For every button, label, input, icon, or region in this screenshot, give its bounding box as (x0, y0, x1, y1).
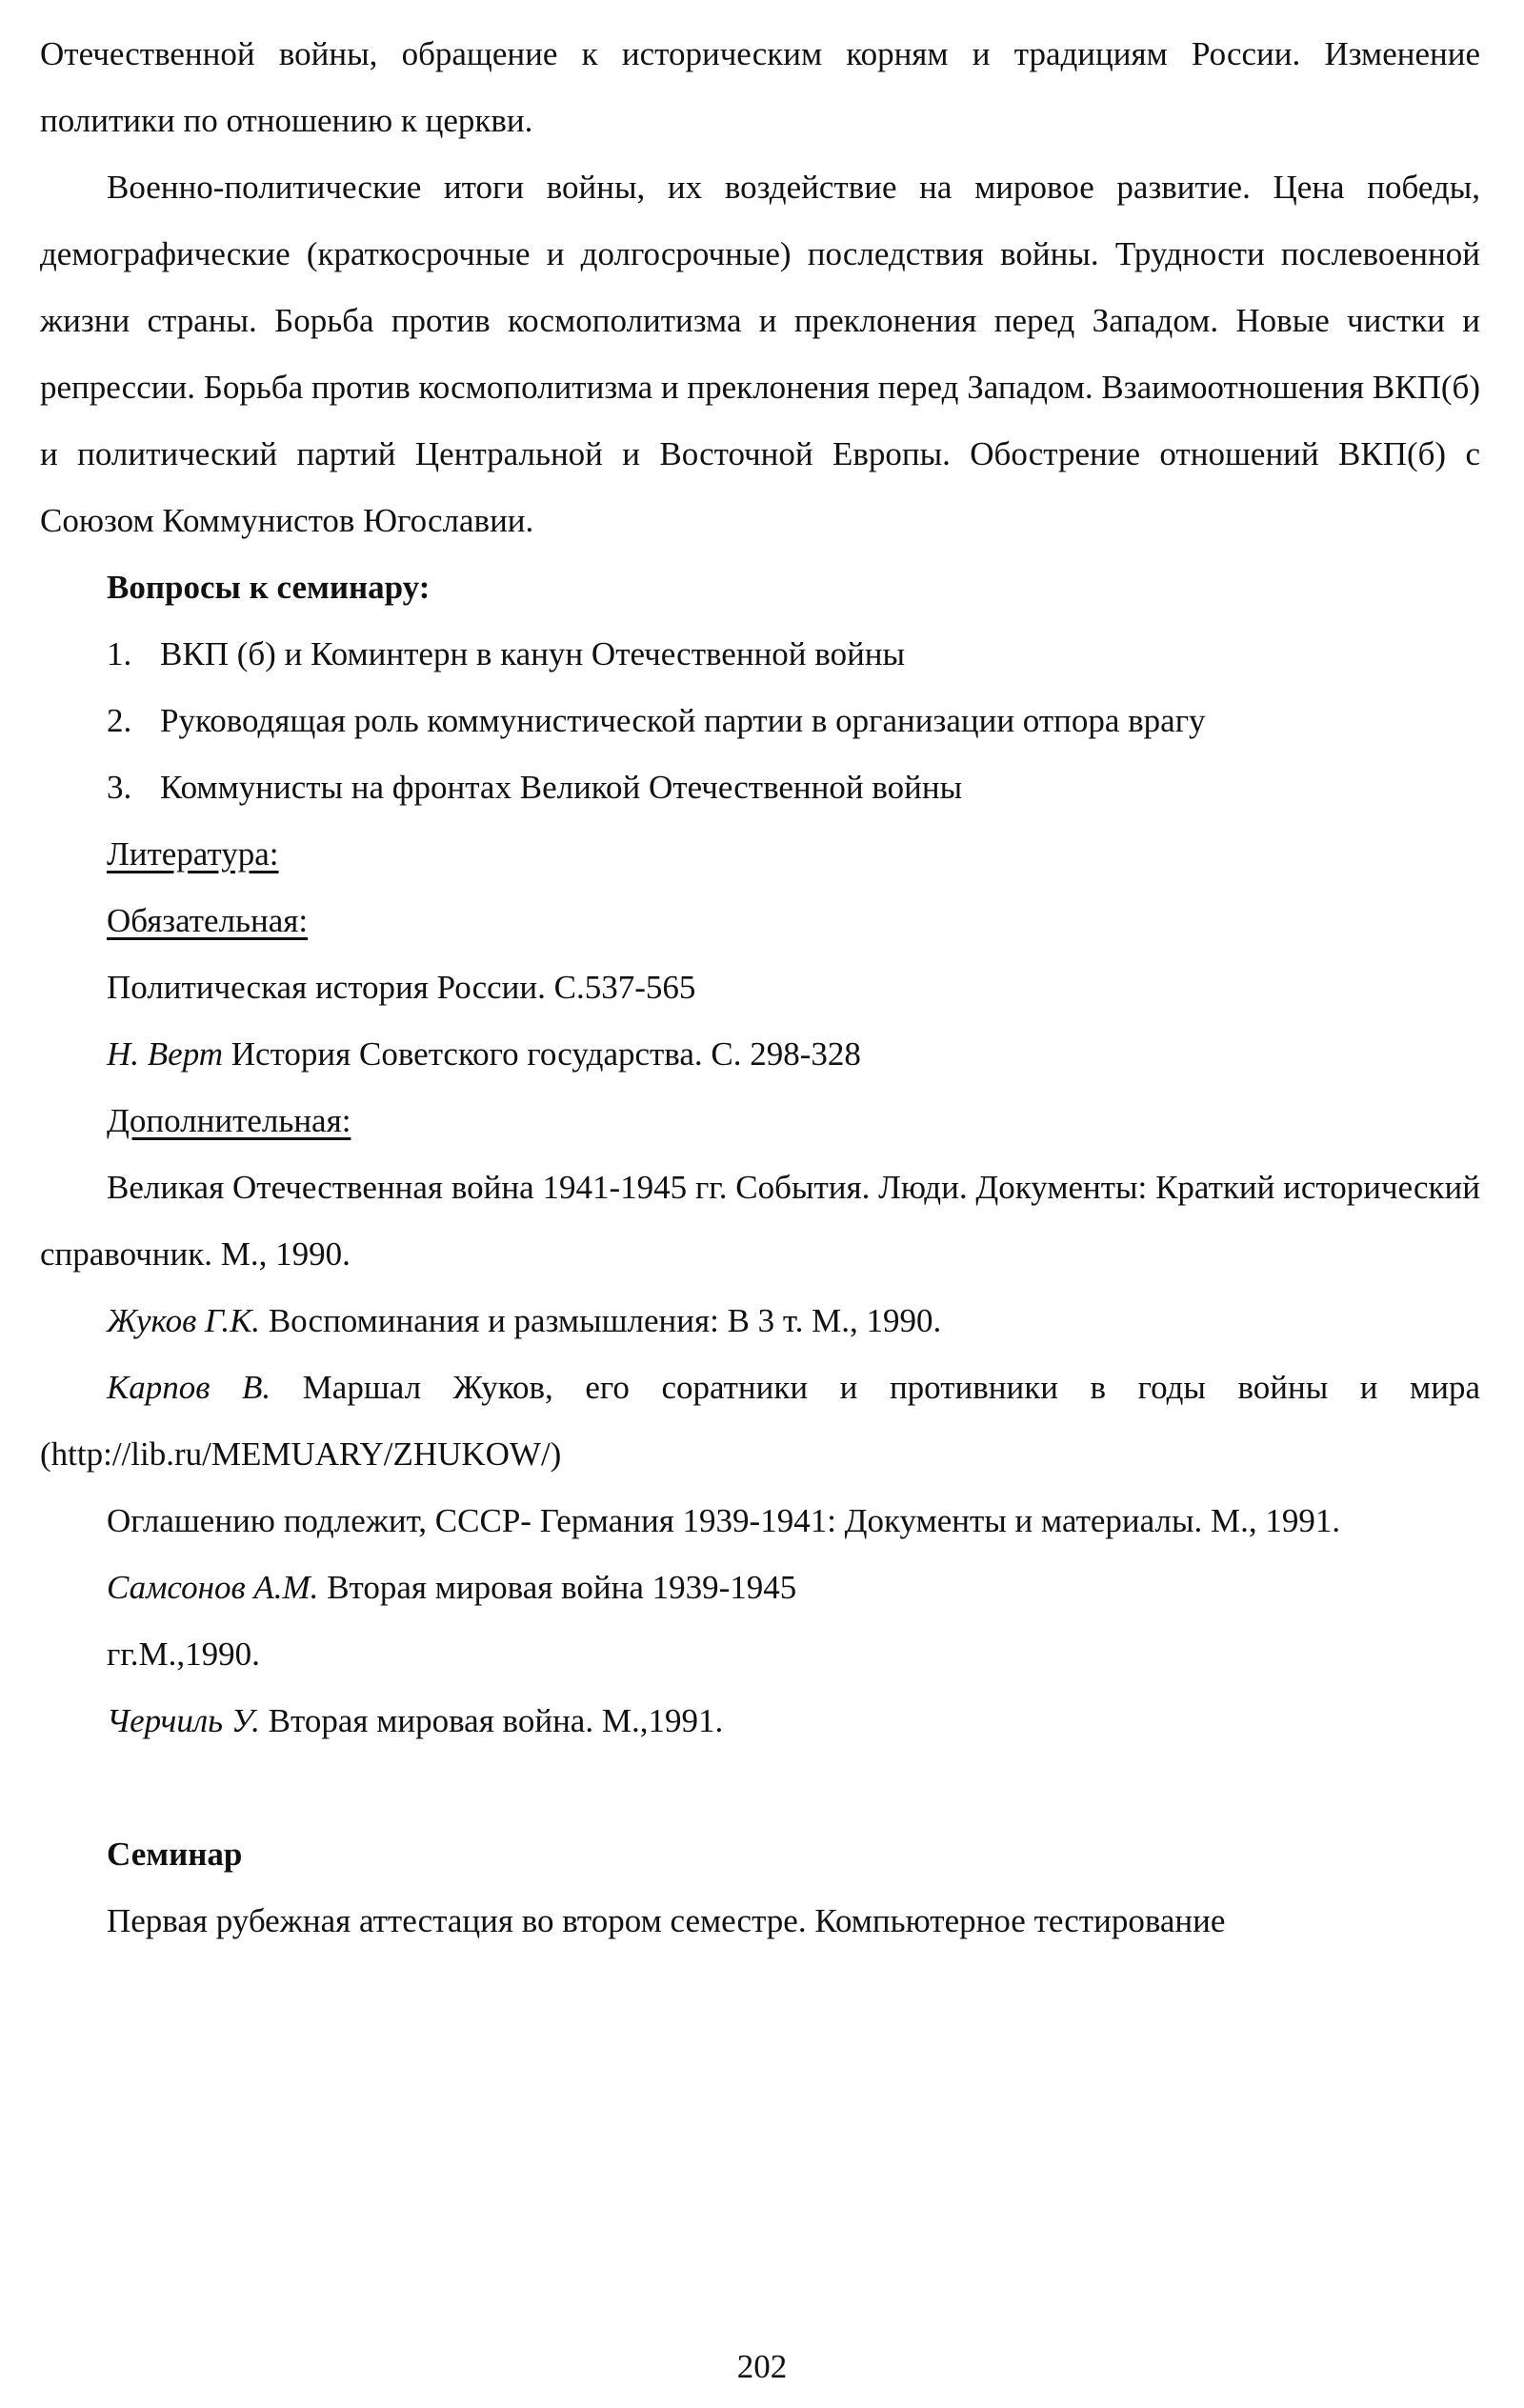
additional-item (40, 1288, 1480, 1354)
page-number: 202 (736, 2348, 788, 2385)
question-text: Коммунисты на фронтах Великой Отечественной войны (160, 769, 963, 806)
additional-item-text: гг.М.,1990. (107, 1635, 260, 1673)
question-item (40, 754, 1480, 821)
question-item (40, 688, 1480, 754)
additional-item-author: Карпов В. (107, 1369, 271, 1406)
additional-item (40, 1555, 1480, 1621)
additional-item-author: Черчиль У. (107, 1702, 260, 1739)
additional-item-author: Жуков Г.К. (107, 1302, 261, 1339)
paragraph-war-results: Военно-политические итоги войны, их воздействие на мировое развитие. Цена победы, демографические (краткосрочные и долгосрочные) последствия войны. Трудности послевоенной жизни страны. Борьба против космополитизма и преклонения перед Западом. Новые чистки и репрессии. Борьба против космополитизма и преклонения перед Западом. Взаимоотношения ВКП(б) и политический партий Центральной и Восточной Европы. Обострение отношений ВКП(б) с Союзом Коммунистов Югославии. (40, 169, 1480, 539)
additional-item-text: Вторая мировая война 1939-1945 (318, 1569, 797, 1606)
additional-item-text: Вторая мировая война. М.,1991. (259, 1702, 724, 1739)
paragraph-intro-continued: Отечественной войны, обращение к историческим корням и традициям России. Изменение политики по отношению к церкви. (40, 35, 1480, 139)
required-item-author: Н. Верт (107, 1035, 224, 1073)
section-spacer (40, 1755, 1480, 1821)
additional-item-text: Маршал Жуков, его соратники и противники в годы войны и мира (http://lib.ru/MEMUARY/ZHUKOW/) (40, 1369, 1480, 1473)
literature-heading: Литература: (107, 835, 279, 873)
additional-item (40, 1621, 1480, 1688)
additional-item (40, 1488, 1480, 1555)
additional-item (40, 1688, 1480, 1755)
required-heading: Обязательная: (107, 902, 309, 939)
additional-item-text: Великая Отечественная война 1941-1945 гг. События. Люди. Документы: Краткий исторический справочник. М., 1990. (40, 1169, 1480, 1273)
additional-item (40, 1354, 1480, 1488)
required-item-text: История Советского государства. С. 298-328 (223, 1035, 861, 1073)
required-item (40, 954, 1480, 1021)
question-number: 3. (107, 769, 132, 806)
additional-heading: Дополнительная: (107, 1102, 351, 1139)
question-item (40, 621, 1480, 688)
seminar-text: Первая рубежная аттестация во втором семестре. Компьютерное тестирование (107, 1902, 1226, 1939)
additional-heading-row (40, 1088, 1480, 1154)
required-heading-row (40, 888, 1480, 954)
additional-item-text: Воспоминания и размышления: В 3 т. М., 1990. (260, 1302, 942, 1339)
additional-item-text: Оглашению подлежит, СССР- Германия 1939-1941: Документы и материалы. М., 1991. (107, 1502, 1341, 1539)
document-page (40, 21, 1480, 1955)
additional-item (40, 1154, 1480, 1288)
questions-list (40, 621, 1480, 821)
questions-heading: Вопросы к семинару: (107, 569, 431, 606)
additional-item-author: Самсонов А.М. (107, 1569, 319, 1606)
question-number: 2. (107, 702, 132, 739)
question-text: Руководящая роль коммунистической партии в организации отпора врагу (160, 702, 1206, 739)
question-text: ВКП (б) и Коминтерн в канун Отечественной войны (160, 635, 906, 672)
literature-heading-row (40, 821, 1480, 888)
seminar-heading: Семинар (107, 1836, 243, 1873)
required-item (40, 1021, 1480, 1088)
required-item-text: Политическая история России. С.537-565 (107, 969, 696, 1006)
question-number: 1. (107, 635, 132, 672)
